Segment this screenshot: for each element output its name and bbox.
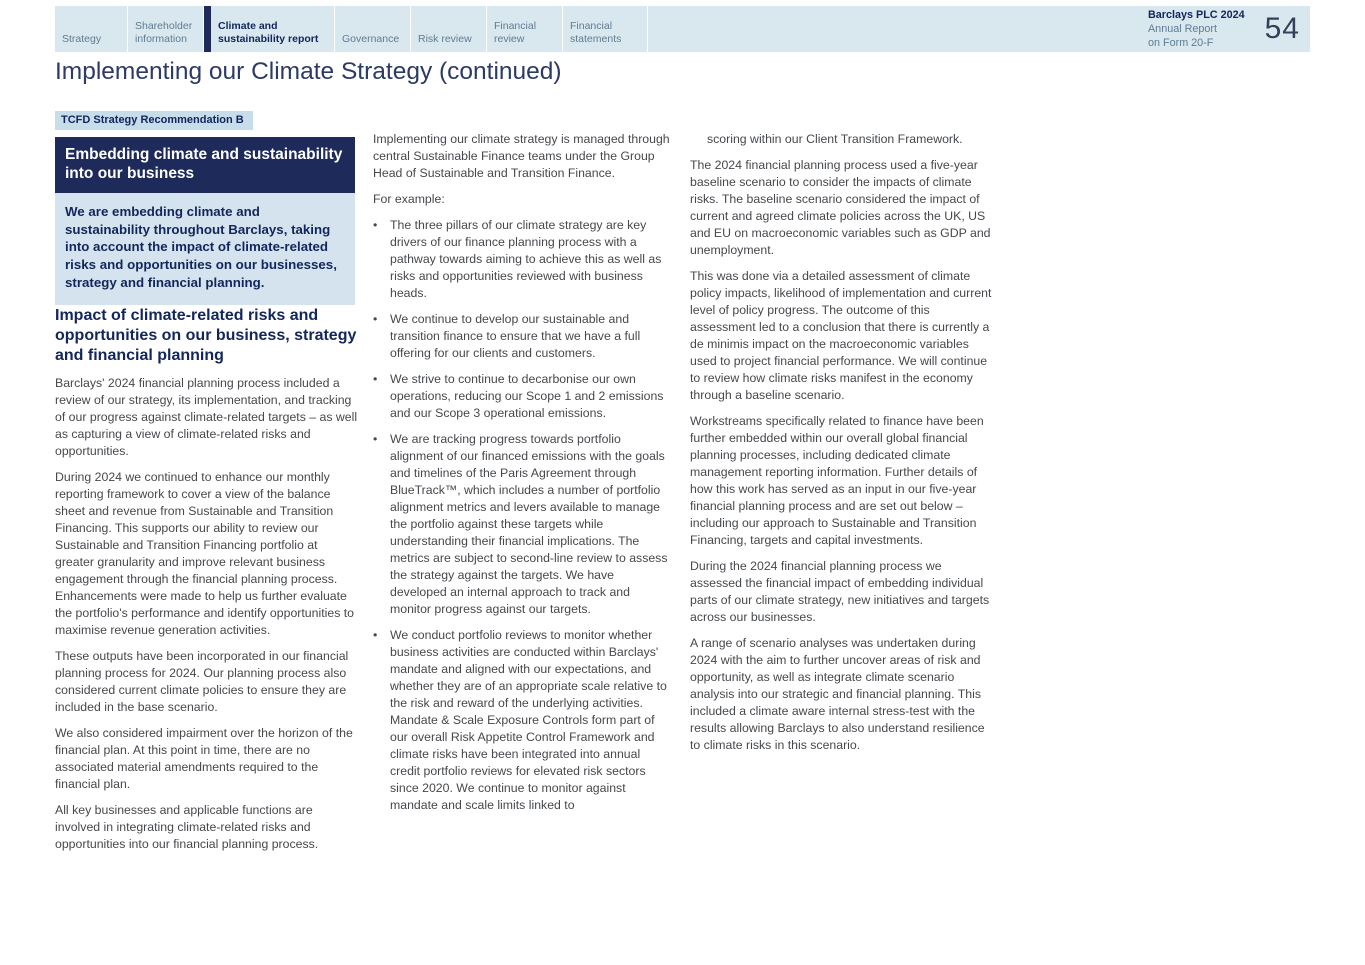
nav-spacer [648,6,1148,52]
paragraph: During 2024 we continued to enhance our monthly reporting framework to cover a view of the balance sheet and revenue from Sustainable and Transition Financing. This supports our ability to review our Sustainable and Transition Financing portfolio at greater granularity and improve relevant business engagement through the financial planning process. Enhancements were made to help us further evaluate the portfolio's performance and identify opportunities to maximise revenue generation activities. [55,470,355,637]
list-item [373,217,673,302]
paragraph: All key businesses and applicable functions are involved in integrating climate-related risks and opportunities into our financial planning process. [55,803,319,851]
page-title: Implementing our Climate Strategy (continued) [55,58,562,85]
tab-financial-review[interactable]: Financial review [487,6,563,52]
list-item [373,431,673,618]
paragraph: During the 2024 financial planning process we assessed the financial impact of embedding individual parts of our climate strategy, new initiatives and targets across our businesses. [690,559,990,624]
report-subtitle-line2: on Form 20-F [1147,37,1214,50]
list-item [373,311,673,362]
callout-title: Embedding climate and sustainability into our business [55,137,355,193]
paragraph: This was done via a detailed assessment of climate policy impacts, likelihood of implementation and current level of policy progress. The outcome of this assessment led to a conclusion that there is currently a de minimis impact on the macroeconomic variables used to project financial performance. We will continue to review how climate risks manifest in the economy through a baseline scenario. [690,269,992,402]
report-meta [1148,8,1245,50]
tab-strategy[interactable]: Strategy [55,6,128,52]
tab-financial-statements[interactable]: Financial statements [563,6,648,52]
paragraph: The 2024 financial planning process used a five-year baseline scenario to consider the impacts of climate risks. The baseline scenario considered the impact of current and agreed climate policies across the UK, US and EU on macroeconomic variables such as GDP and unemployment. [690,158,991,257]
paragraph: These outputs have been incorporated in our financial planning process for 2024. Our planning process also considered current climate policies to ensure they are included in the base scenario. [55,649,349,714]
bullet-marker: • [373,218,378,232]
callout-body: We are embedding climate and sustainability throughout Barclays, taking into account the impact of climate-related risks and opportunities on our businesses, strategy and financial planning. [55,193,355,305]
bullet-text: We conduct portfolio reviews to monitor whether business activities are conducted within Barclays' mandate and aligned with our expectations, and whether they are of an appropriate scale relative to the risk and reward of the underlying activities. Mandate & Scale Exposure Controls form part of our overall Risk Appetite Control Framework and climate risks have been integrated into annual credit portfolio reviews for elevated risk sectors since 2020. We continue to monitor against mandate and scale limits linked to [390,628,667,812]
bullet-continuation: scoring within our Client Transition Framework. [707,132,963,146]
tab-risk-review[interactable]: Risk review [411,6,487,52]
bullet-marker: • [373,312,378,326]
column-1 [55,306,358,853]
bullet-text: The three pillars of our climate strategy are key drivers of our finance planning process with a pathway towards aiming to achieve this as well as risks and opportunities reviewed with business heads. [390,218,662,300]
column-2 [373,131,673,823]
paragraph: Barclays' 2024 financial planning process included a review of our strategy, its implementation, and tracking of our progress against climate-related targets – as well as capturing a view of climate-related risks and opportunities. [55,376,358,458]
tab-climate-and-sustainability-report[interactable]: Climate and sustainability report [204,6,335,52]
paragraph: Implementing our climate strategy is managed through central Sustainable Finance teams under the Group Head of Sustainable and Transition Finance. [373,132,670,180]
bullet-text: We are tracking progress towards portfolio alignment of our financed emissions with the goals and timelines of the Paris Agreement through BlueTrack™, which includes a number of portfolio alignment metrics and levers available to manage the portfolio against these targets while understanding their financial implications. The metrics are subject to second-line review to assess the strategy against the targets. We have developed an internal approach to track and monitor progress against our targets. [390,432,668,616]
report-title: Barclays PLC 2024 [1147,8,1245,21]
report-subtitle-line1: Annual Report [1147,22,1218,35]
tab-governance[interactable]: Governance [335,6,411,52]
callout-panel [55,137,355,305]
bullet-marker: • [373,432,378,446]
bullet-marker: • [373,628,378,642]
column-3 [690,131,993,754]
section-nav-bar [55,6,1310,52]
list-item [373,627,673,814]
paragraph: A range of scenario analyses was undertaken during 2024 with the aim to further uncover areas of risk and opportunity, as well as integrate climate scenario analysis into our strategic and financial planning. This included a climate aware internal stress-test with the results allowing Barclays to also understand resilience to climate risks in this scenario. [690,636,985,752]
bullet-marker: • [373,372,378,386]
page-number: 54 [1264,12,1300,45]
tcfd-badge: TCFD Strategy Recommendation B [55,111,253,130]
tab-shareholder-information[interactable]: Shareholder information [128,6,204,52]
bullet-text: We continue to develop our sustainable and transition finance to ensure that we have a full offering for our clients and customers. [390,312,641,360]
paragraph: For example: [373,192,445,206]
bullet-text: We strive to continue to decarbonise our own operations, reducing our Scope 1 and 2 emissions and our Scope 3 operational emissions. [390,372,664,420]
list-item [373,371,673,422]
paragraph: Workstreams specifically related to finance have been further embedded within our overall global financial planning processes, including dedicated climate management reporting information. Further details of how this work has served as an input in our five-year financial planning process and are set out below – including our approach to Sustainable and Transition Financing, targets and capital investments. [690,414,984,547]
column1-heading: Impact of climate-related risks and opportunities on our business, strategy and financial planning [55,307,357,364]
bullet-list [373,217,673,814]
paragraph: We also considered impairment over the horizon of the financial plan. At this point in time, there are no associated material amendments required to the financial plan. [55,726,353,791]
report-identity-block [1148,6,1310,52]
